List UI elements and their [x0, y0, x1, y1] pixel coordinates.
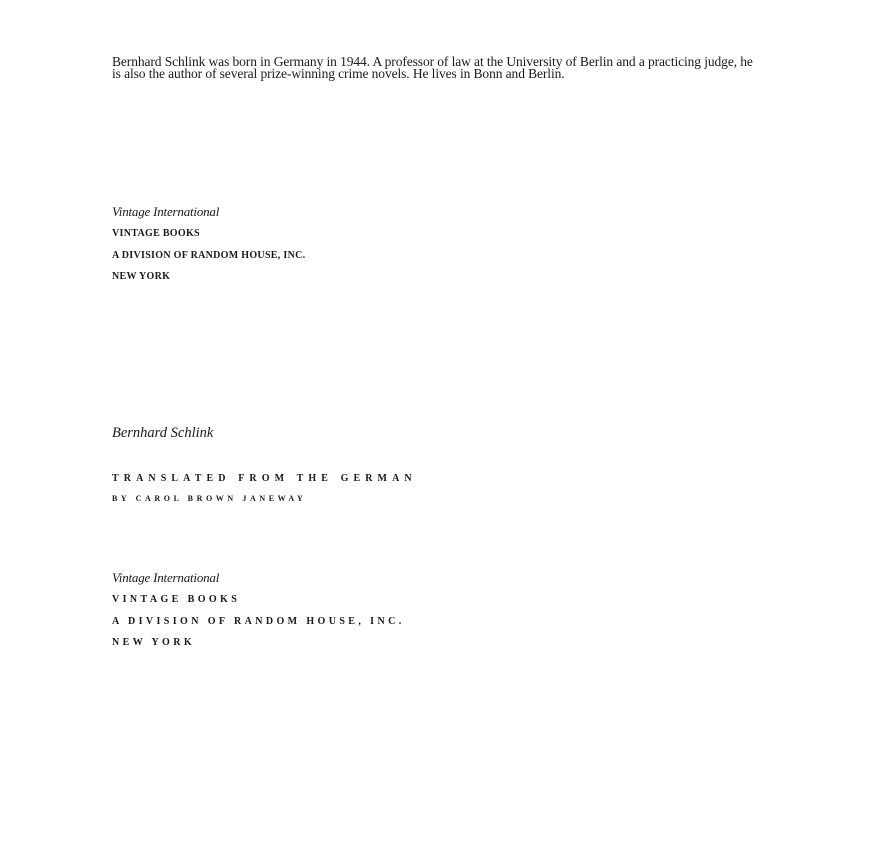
- series-name-top: Vintage International: [112, 204, 220, 219]
- author-name: Bernhard Schlink: [112, 425, 214, 441]
- publisher-name-bottom: VINTAGE BOOKS: [112, 594, 241, 605]
- publisher-name-top: VINTAGE BOOKS: [112, 228, 200, 239]
- series-name-bottom: Vintage International: [112, 570, 220, 585]
- translated-line: TRANSLATED FROM THE GERMAN: [112, 473, 417, 484]
- translator-line: BY CAROL BROWN JANEWAY: [112, 494, 307, 503]
- author-bio: Bernhard Schlink was born in Germany in 1944. A professor of law at the University of Berlin and a practicing judge, he is also the author of several prize-winning crime novels. He lives in Bonn and Berlin.: [112, 54, 753, 81]
- publisher-city-top: NEW YORK: [112, 271, 171, 282]
- publisher-city-bottom: NEW YORK: [112, 637, 196, 648]
- publisher-division-top: A DIVISION OF RANDOM HOUSE, INC.: [112, 250, 306, 261]
- publisher-division-bottom: A DIVISION OF RANDOM HOUSE, INC.: [112, 616, 405, 627]
